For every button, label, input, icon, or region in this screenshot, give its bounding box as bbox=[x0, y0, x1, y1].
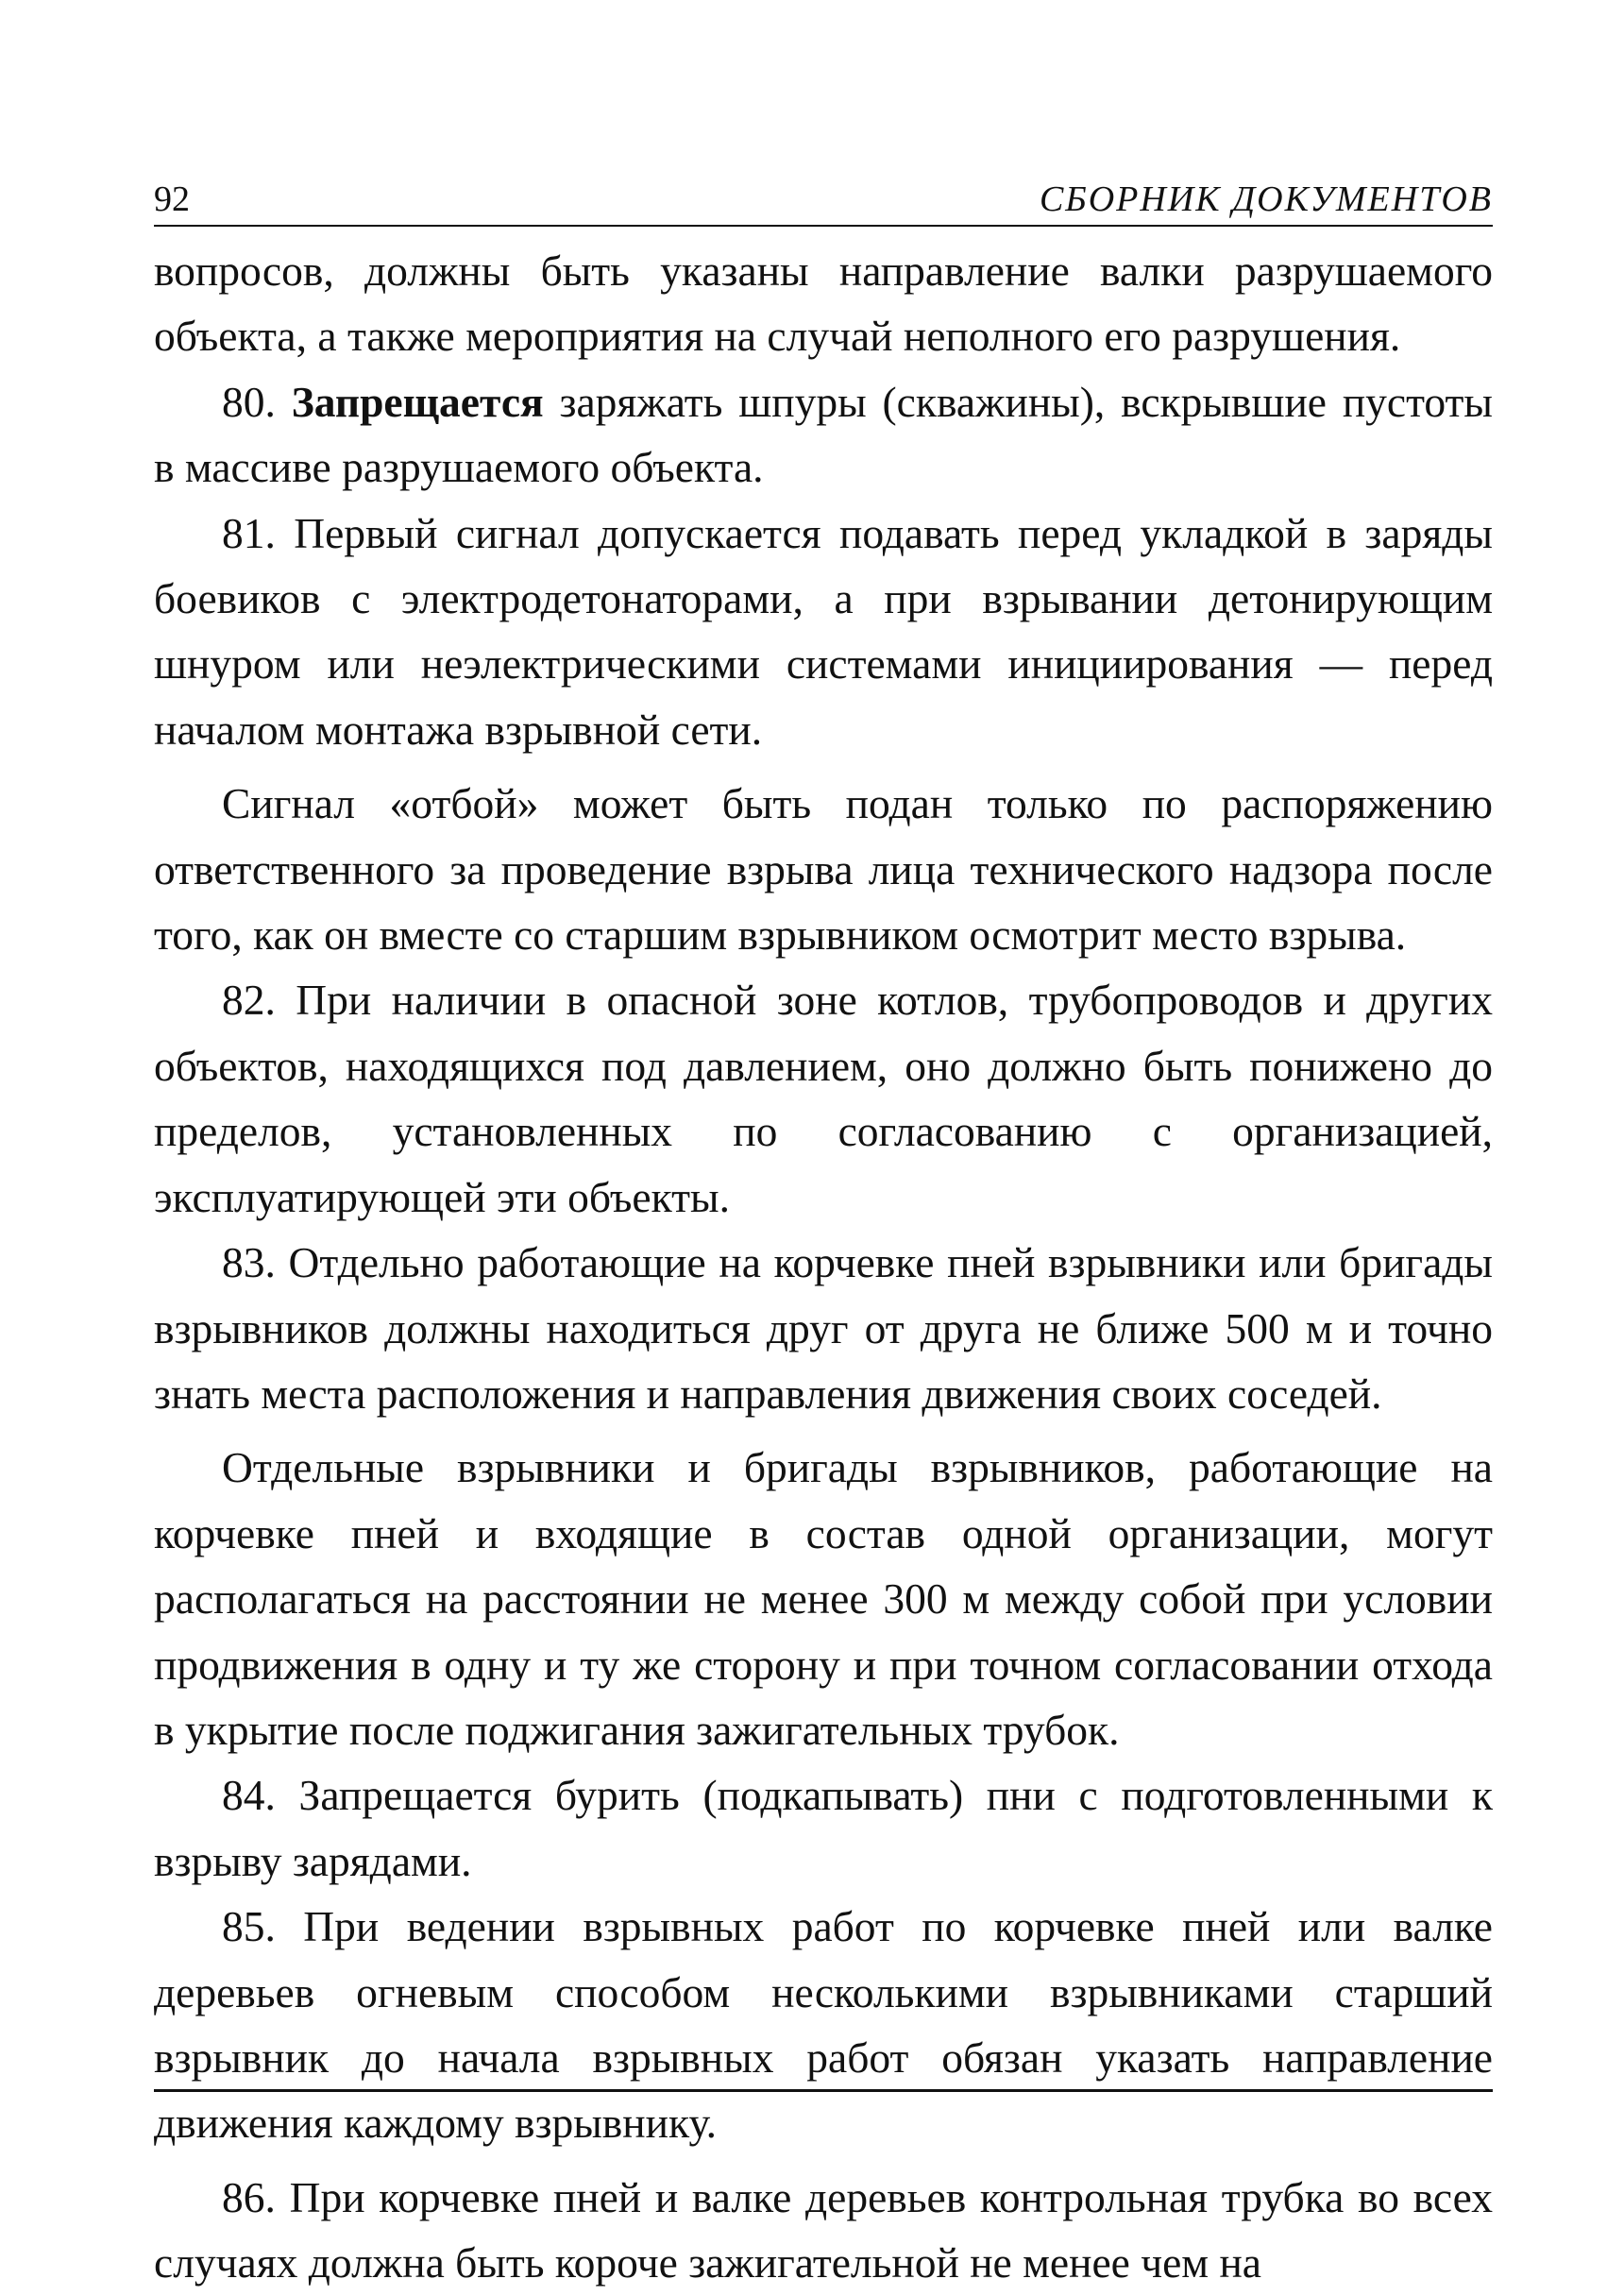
body-text bbox=[154, 238, 1493, 2296]
paragraph-86 bbox=[154, 2165, 1493, 2296]
running-header bbox=[154, 161, 1493, 227]
paragraph-83 bbox=[154, 1230, 1493, 1426]
clause-number: 80. bbox=[222, 377, 292, 426]
paragraph-text: 81. Первый сигнал допускается подавать перед укладкой в заряды боевиков с электродетонаторами, а при взрывании детонирующим шнуром или неэлектрическими системами инициирования — перед началом монтажа взрывной сети. bbox=[154, 508, 1493, 754]
paragraph-80 bbox=[154, 369, 1493, 501]
paragraph-separate-blasters bbox=[154, 1435, 1493, 1762]
page-number: 92 bbox=[154, 179, 190, 219]
footer-rule bbox=[154, 2089, 1493, 2092]
paragraph-continuation bbox=[154, 238, 1493, 369]
paragraph-text: Отдельные взрывники и бригады взрывников, работающие на корчевке пней и входящие в состав одной организации, могут располагаться на расстоянии не менее 300 м между собой при условии продвижения в одну и ту же сторону и при точном согласовании отхода в укрытие после поджигания зажигательных трубок. bbox=[154, 1443, 1493, 1754]
document-page bbox=[154, 161, 1493, 2296]
bold-keyword: Запрещается bbox=[291, 377, 544, 426]
paragraph-text: 83. Отдельно работающие на корчевке пней взрывники или бригады взрывников должны находиться друг от друга не ближе 500 м и точно знать места расположения и направления движения своих соседей. bbox=[154, 1238, 1493, 1418]
paragraph-signal-otboy bbox=[154, 771, 1493, 967]
paragraph-82 bbox=[154, 967, 1493, 1230]
paragraph-text: заряжать шпуры (скважины), вскрывшие пустоты в массиве разрушаемого объекта. bbox=[154, 377, 1494, 492]
paragraph-text: вопросов, должны быть указаны направление валки разрушаемого объекта, а также мероприятия на случай неполного его разрушения. bbox=[154, 247, 1493, 361]
paragraph-81 bbox=[154, 501, 1493, 763]
paragraph-85 bbox=[154, 1894, 1493, 2156]
paragraph-text: 86. При корчевке пней и валке деревьев контрольная трубка во всех случаях должна быть короче зажигательной не менее чем на bbox=[154, 2172, 1493, 2287]
paragraph-text: 82. При наличии в опасной зоне котлов, трубопроводов и других объектов, находящихся под давлением, оно должно быть понижено до пределов, установленных по согласованию с организацией, эксплуатирующей эти объекты. bbox=[154, 976, 1493, 1221]
paragraph-text: 85. При ведении взрывных работ по корчевке пней или валке деревьев огневым способом несколькими взрывниками старший взрывник до начала взрывных работ обязан указать направление движения каждому взрывнику. bbox=[154, 1902, 1493, 2148]
running-title: СБОРНИК ДОКУМЕНТОВ bbox=[1039, 179, 1493, 219]
paragraph-text: Сигнал «отбой» может быть подан только по распоряжению ответственного за проведение взрыва лица технического надзора после того, как он вместе со старшим взрывником осмотрит место взрыва. bbox=[154, 779, 1493, 960]
paragraph-text: 84. Запрещается бурить (подкапывать) пни с подготовленными к взрыву зарядами. bbox=[154, 1771, 1493, 1885]
paragraph-84 bbox=[154, 1762, 1493, 1894]
